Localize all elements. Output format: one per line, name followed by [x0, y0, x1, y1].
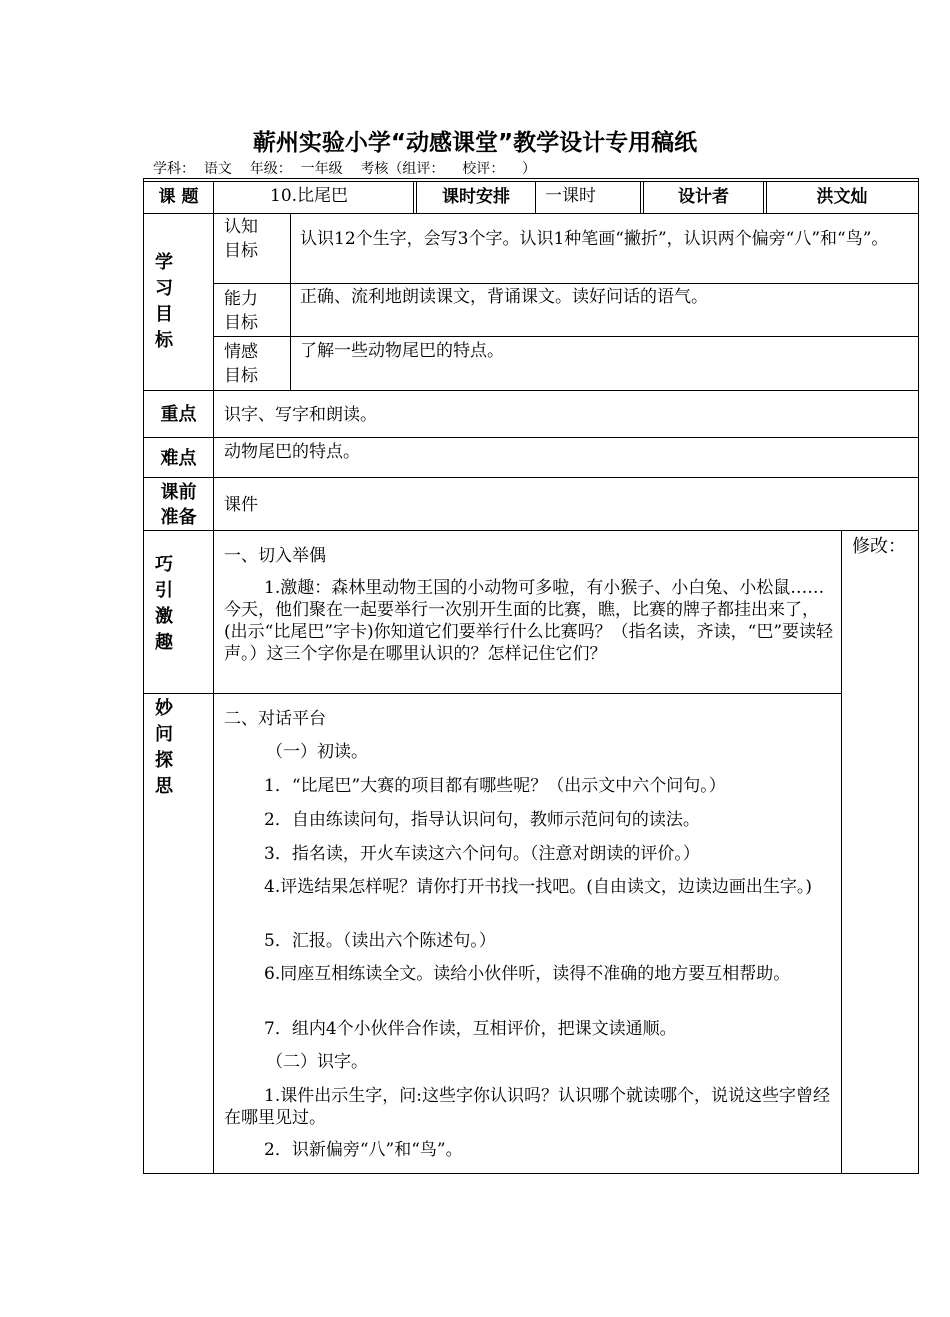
section1-paragraph: 1.激趣：森林里动物王国的小动物可多啦，有小猴子、小白兔、小松鼠……今天，他们聚在一起要举行一次别开生面的比赛，瞧，比赛的牌子都挂出来了，(出示“比尾巴”字卡)你知道它们要举行什么比赛吗？（指名读，齐读，“巴”要读轻声。）这三个字你是在哪里认识的？怎样记住它们？ — [224, 578, 834, 664]
list-item: 5．汇报。（读出六个陈述句。） — [264, 931, 496, 951]
section1-heading: 一、切入举偶 — [224, 546, 326, 566]
page-title: 蕲州实验小学“动感课堂”教学设计专用稿纸 — [252, 130, 698, 156]
emotion-goal-text: 了解一些动物尾巴的特点。 — [300, 341, 504, 361]
revision-label: 修改： — [852, 536, 906, 557]
ability-goal-text: 正确、流利地朗读课文，背诵课文。读好问话的语气。 — [300, 287, 708, 307]
list-item: 6.同座互相练读全文。读给小伙伴听，读得不准确的地方要互相帮助。 — [264, 964, 791, 984]
designer-label: 设计者 — [678, 187, 729, 207]
list-item: 2．识新偏旁“八”和“鸟”。 — [264, 1140, 463, 1160]
cognitive-goal-text: 认识12个生字，会写3个字。认识1种笔画“撇折”，认识两个偏旁“八”和“鸟”。 — [300, 229, 889, 249]
preparation-text: 课件 — [224, 495, 258, 515]
designer-value: 洪文灿 — [816, 187, 868, 207]
list-item: 1．“比尾巴”大赛的项目都有哪些呢？（出示文中六个问句。） — [264, 776, 726, 796]
topic-value: 10.比尾巴 — [270, 186, 349, 206]
schedule-label: 课时安排 — [442, 187, 510, 207]
ability-goal-label: 能力 目标 — [224, 289, 258, 333]
list-item: 3．指名读，开火车读这六个问句。（注意对朗读的评价。） — [264, 844, 700, 864]
schedule-value: 一课时 — [545, 186, 596, 206]
section2-sub2: （二）识字。 — [266, 1052, 368, 1072]
preparation-label: 课前 准备 — [160, 482, 197, 528]
emotion-goal-label: 情感 目标 — [224, 342, 258, 386]
topic-label: 课 题 — [158, 187, 199, 207]
list-item: 1.课件出示生字，问:这些字你认识吗？认识哪个就读哪个，说说这些字曾经在哪里见过。 — [224, 1086, 830, 1128]
section2-sub1: （一）初读。 — [266, 742, 368, 762]
objectives-label: 学 习 目 标 — [155, 252, 173, 351]
list-item: 4.评选结果怎样呢？请你打开书找一找吧。(自由读文，边读边画出生字。) — [264, 877, 812, 897]
list-item: 7．组内4个小伙伴合作读，互相评价，把课文读通顺。 — [264, 1019, 677, 1039]
section2-label: 妙 问 探 思 — [155, 698, 173, 797]
meta-line: 学科： 语文 年级： 一年级 考核（组评： 校评： ） — [153, 161, 537, 177]
key-point-text: 识字、写字和朗读。 — [224, 405, 377, 425]
list-item: 2．自由练读问句，指导认识问句，教师示范问句的读法。 — [264, 810, 700, 830]
cognitive-goal-label: 认知 目标 — [224, 217, 258, 261]
section1-label: 巧 引 激 趣 — [155, 554, 173, 653]
difficulty-text: 动物尾巴的特点。 — [224, 442, 360, 462]
difficulty-label: 难点 — [160, 448, 197, 469]
key-point-label: 重点 — [160, 404, 197, 425]
section2-heading: 二、对话平台 — [224, 709, 326, 729]
